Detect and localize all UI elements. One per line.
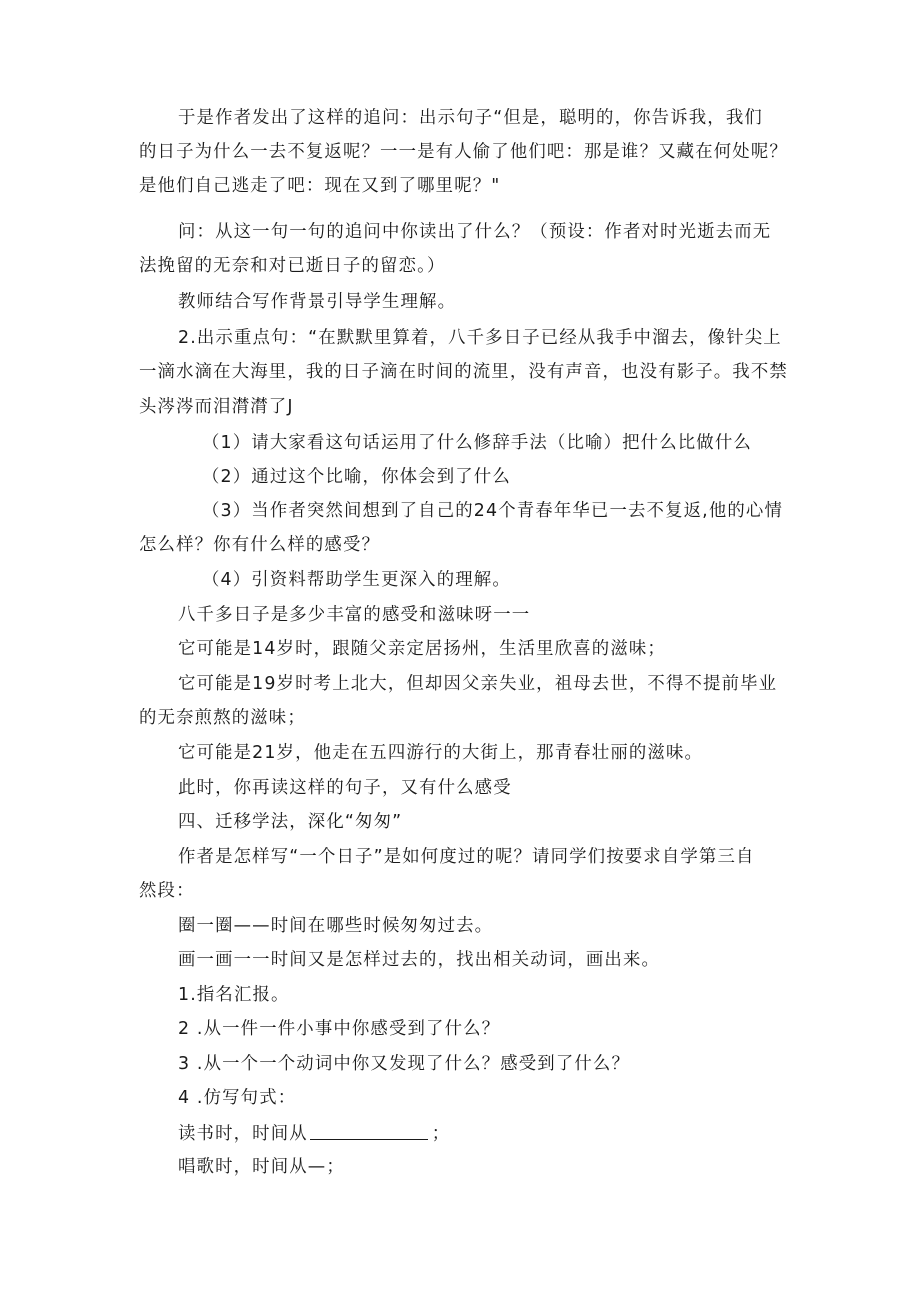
paragraph-line: 4 .仿写句式： [178, 1088, 297, 1108]
paragraph-line: 作者是怎样写“一个日子”是如何度过的呢？请同学们按要求自学第三自 [178, 847, 755, 867]
section-heading: 四、迁移学法，深化“匆匆” [178, 812, 403, 832]
paragraph-line: 它可能是21岁，他走在五四游行的大街上，那青春壮丽的滋味。 [178, 743, 704, 763]
paragraph-line: 一滴水滴在大海里，我的日子滴在时间的流里，没有声音，也没有影子。我不禁 [139, 362, 788, 382]
paragraph-line: 的日子为什么一去不复返呢？一一是有人偷了他们吧：那是谁？又藏在何处呢？ [139, 142, 788, 162]
fill-in-prefix: 读书时，时间从 [178, 1124, 308, 1144]
paragraph-line: 的无奈煎熬的滋味； [139, 708, 306, 728]
paragraph-line: 它可能是19岁时考上北大，但却因父亲失业，祖母去世，不得不提前毕业 [178, 674, 778, 694]
paragraph-line: 1.指名汇报。 [178, 985, 290, 1005]
paragraph-line: （4）引资料帮助学生更深入的理解。 [202, 570, 511, 590]
paragraph-line: 它可能是14岁时，跟随父亲定居扬州，生活里欣喜的滋味； [178, 639, 666, 659]
paragraph-line: （1）请大家看这句话运用了什么修辞手法（比喻）把什么比做什么 [202, 433, 752, 453]
paragraph-line: 于是作者发出了这样的追问：出示句子“但是，聪明的，你告诉我，我们 [178, 108, 763, 128]
paragraph-line: 画一画一一时间又是怎样过去的，找出相关动词，画出来。 [178, 950, 661, 970]
paragraph-line: 圈一圈——时间在哪些时候匆匆过去。 [178, 916, 494, 936]
paragraph-line: 怎么样？你有什么样的感受？ [139, 535, 381, 555]
fill-in-suffix: ； [431, 1124, 451, 1144]
paragraph-line: 2.出示重点句：“在默默里算着，八千多日子已经从我手中溜去，像针尖上 [178, 328, 782, 348]
paragraph-line: 3 .从一个一个动词中你又发现了什么？感受到了什么？ [178, 1054, 631, 1074]
paragraph-line: 问：从这一句一句的追问中你读出了什么？（预设：作者对时光逝去而无 [178, 222, 772, 242]
paragraph-line: 唱歌时，时间从—； [178, 1157, 345, 1177]
fill-in-line [178, 1121, 450, 1146]
answer-blank [310, 1121, 428, 1140]
paragraph-line: 教师结合写作背景引导学生理解。 [178, 292, 457, 312]
paragraph-line: 八千多日子是多少丰富的感受和滋味呀一一 [178, 605, 531, 625]
paragraph-line: 此时，你再读这样的句子，又有什么感受 [178, 778, 512, 798]
paragraph-line: 头涔涔而泪潸潸了J [139, 397, 294, 417]
paragraph-line: （2）通过这个比喻，你体会到了什么 [202, 467, 511, 487]
paragraph-line: 法挽留的无奈和对已逝日子的留恋。） [139, 256, 446, 276]
paragraph-line: 然段： [139, 881, 195, 901]
paragraph-line: （3）当作者突然间想到了自己的24个青春年华已一去不复返,他的心情 [202, 501, 784, 521]
paragraph-line: 2 .从一件一件小事中你感受到了什么？ [178, 1019, 501, 1039]
paragraph-line: 是他们自己逃走了吧：现在又到了哪里呢？" [139, 176, 501, 196]
